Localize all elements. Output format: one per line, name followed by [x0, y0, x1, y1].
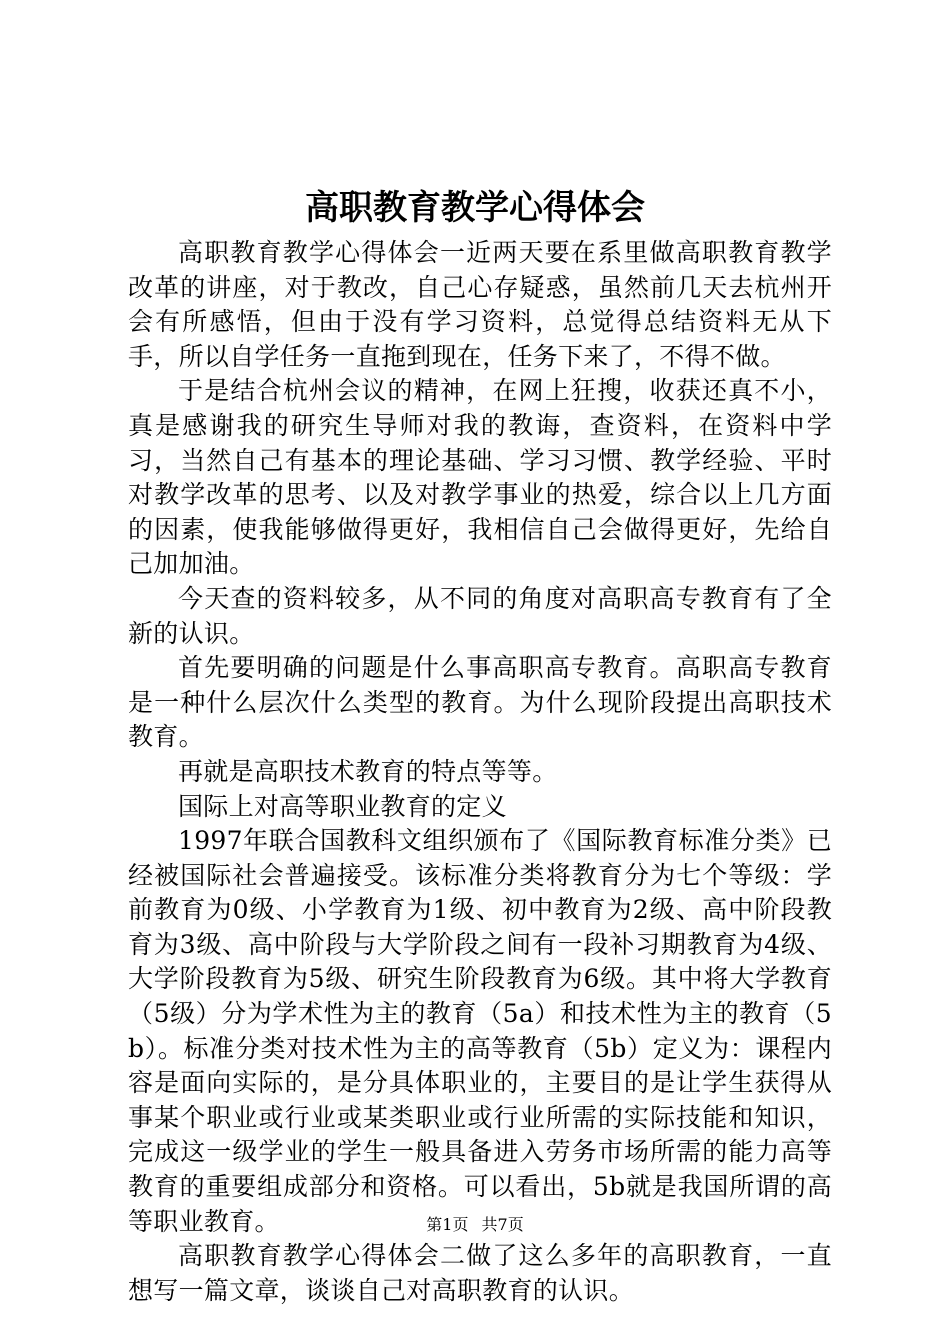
paragraph: 再就是高职技术教育的特点等等。 [178, 756, 558, 786]
document-body [128, 236, 832, 1308]
page-number: 第1页 [426, 1215, 469, 1234]
paragraph: 今天查的资料较多，从不同的角度对高职高专教育有了全新的认识。 [128, 583, 832, 648]
page-footer [0, 1214, 950, 1236]
paragraph: 于是结合杭州会议的精神，在网上狂搜，收获还真不小，真是感谢我的研究生导师对我的教诲，查资料，在资料中学习，当然自己有基本的理论基础、学习习惯、教学经验、平时对教学改革的思考、以及对教学事业的热爱，综合以上几方面的因素，使我能够做得更好，我相信自己会做得更好，先给自己加加油。 [128, 376, 832, 579]
paragraph: 首先要明确的问题是什么事高职高专教育。高职高专教育是一种什么层次什么类型的教育。为什么现阶段提出高职技术教育。 [128, 653, 832, 752]
paragraph: 高职教育教学心得体会一近两天要在系里做高职教育教学改革的讲座，对于教改，自己心存疑惑，虽然前几天去杭州开会有所感悟，但由于没有学习资料，总觉得总结资料无从下手，所以自学任务一直拖到现在，任务下来了，不得不做。 [128, 238, 832, 371]
paragraph: 1997年联合国教科文组织颁布了《国际教育标准分类》已经被国际社会普遍接受。该标准分类将教育分为七个等级：学前教育为0级、小学教育为1级、初中教育为2级、高中阶段教育为3级、高中阶段与大学阶段之间有一段补习期教育为4级、大学阶段教育为5级、研究生阶段教育为6级。其中将大学教育（5级）分为学术性为主的教育（5a）和技术性为主的教育（5b）。标准分类对技术性为主的高等教育（5b）定义为：课程内容是面向实际的，是分具体职业的，主要目的是让学生获得从事某个职业或行业或某类职业或行业所需的实际技能和知识，完成这一级学业的学生一般具备进入劳务市场所需的能力高等教育的重要组成部分和资格。可以看出，5b就是我国所谓的高等职业教育。 [128, 826, 832, 1236]
page-total: 共7页 [481, 1215, 524, 1234]
document-title: 高职教育教学心得体会 [305, 188, 645, 228]
paragraph: 高职教育教学心得体会二做了这么多年的高职教育，一直想写一篇文章，谈谈自己对高职教育的认识。 [128, 1241, 832, 1305]
paragraph: 国际上对高等职业教育的定义 [178, 791, 507, 821]
